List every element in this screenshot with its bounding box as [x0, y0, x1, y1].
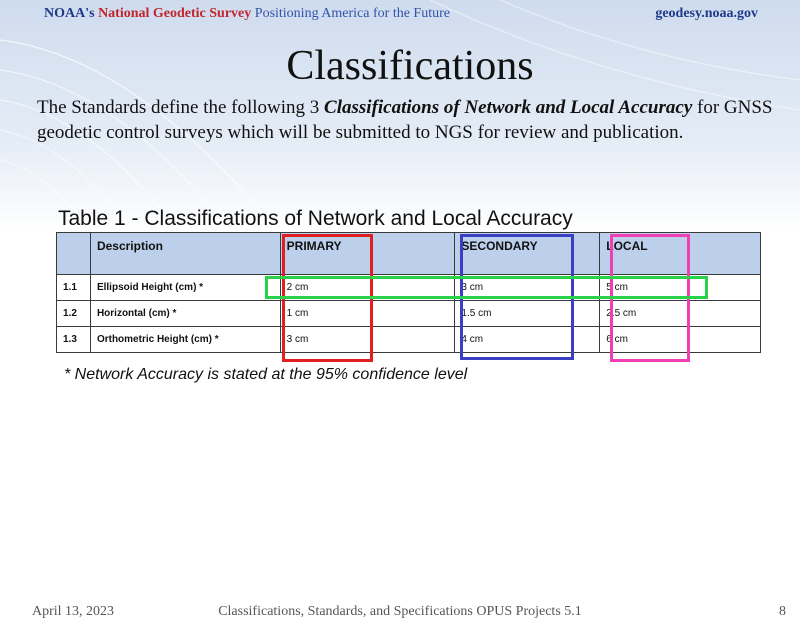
footer-page-number: 8 [779, 604, 786, 619]
ellipsoid-row-highlight [265, 276, 708, 299]
header-local: LOCAL [600, 233, 761, 275]
row-description: Orthometric Height (cm) * [90, 327, 280, 353]
slide-title: Classifications [286, 43, 534, 89]
header-org-prefix: NOAA's [44, 6, 95, 21]
row-local: 6 cm [600, 327, 761, 353]
row-local: 2.5 cm [600, 301, 761, 327]
header-id [57, 233, 91, 275]
row-primary: 1 cm [280, 301, 455, 327]
row-description: Ellipsoid Height (cm) * [90, 275, 280, 301]
row-id: 1.1 [57, 275, 91, 301]
row-secondary: 4 cm [455, 327, 600, 353]
row-id: 1.3 [57, 327, 91, 353]
row-secondary: 1.5 cm [455, 301, 600, 327]
row-secondary: 3 cm [455, 275, 600, 301]
header-description: Description [90, 233, 280, 275]
header-tagline: Positioning America for the Future [254, 6, 450, 21]
intro-text-pre: The Standards define the following 3 [37, 97, 325, 118]
row-description: Horizontal (cm) * [90, 301, 280, 327]
header-primary: PRIMARY [280, 233, 455, 275]
slide-header [0, 0, 800, 30]
table-footnote: * Network Accuracy is stated at the 95% confidence level [64, 366, 468, 383]
header-org-name: National Geodetic Survey [98, 6, 252, 21]
row-id: 1.2 [57, 301, 91, 327]
intro-text-emphasis: Classifications of Network and Local Accuracy [324, 97, 693, 118]
slide-footer [0, 604, 800, 628]
header-org [44, 6, 450, 22]
header-secondary: SECONDARY [455, 233, 600, 275]
table-title: Table 1 - Classifications of Network and Local Accuracy [58, 207, 573, 230]
footer-title: Classifications, Standards, and Specifications OPUS Projects 5.1 [218, 604, 582, 619]
row-primary: 3 cm [280, 327, 455, 353]
footer-date: April 13, 2023 [32, 604, 115, 619]
slide-intro [37, 95, 777, 145]
intro-text-post: for GNSS geodetic control surveys which will be submitted to NGS for review and publication. [37, 97, 773, 143]
header-site: geodesy.noaa.gov [655, 6, 758, 21]
row-primary: 2 cm [280, 275, 455, 301]
row-local: 5 cm [600, 275, 761, 301]
